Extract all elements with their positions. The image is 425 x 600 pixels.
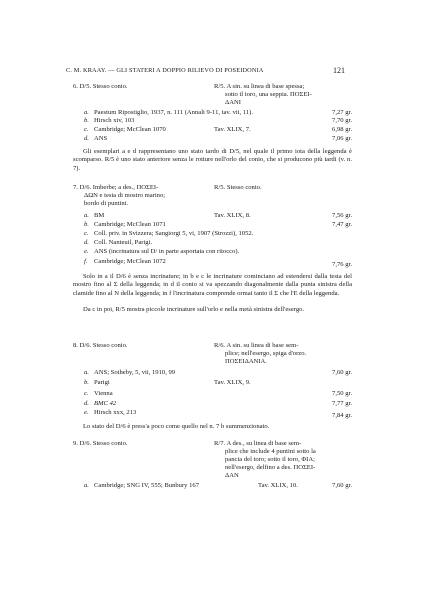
specimen-letter: b. — [84, 221, 89, 228]
specimen-text: Parigi — [94, 379, 110, 386]
entry-9-reverse-line5: ΔΑΝ — [225, 472, 239, 479]
entry-7-reverse: R/5. Stesso conio. — [214, 184, 262, 191]
commentary-text: Solo in a il D/6 è senza incrinature; in b e c le incrinature cominciano ad estendersi dalla testa del mostro fino al Σ della leggenda; in d il conio si va spezzando diagonalmente dalla punta sinistra della clamide fino al N della leggenda; in f l'incrinatura comprende ormai tanto il Σ che l'E della leggenda. — [73, 273, 352, 297]
page-number: 121 — [333, 66, 345, 75]
specimen-text: ANS (incrinatura sul D/ in parte asportata con ritocco). — [94, 248, 240, 255]
specimen-plate: Tav. XLIX, 10. — [258, 482, 298, 489]
entry-8-reverse-line3: ΠΟΣΕΙΔΑΝΙΑ. — [225, 358, 267, 365]
specimen-weight: 7,84 gr. — [332, 412, 352, 419]
specimen-letter: e. — [84, 248, 89, 255]
entry-6-reverse-line3: ΔΑΝΙ — [225, 99, 241, 106]
specimen-weight: 7,70 gr. — [332, 117, 352, 124]
specimen-text: Coll. Nanteuil, Parigi. — [94, 239, 153, 246]
entry-6-commentary — [73, 148, 352, 173]
entry-9-reverse-line1: R/7. A des., su linea di base sem- — [214, 440, 302, 447]
entry-6-heading: 6. D/5. Stesso conio. — [73, 83, 128, 90]
specimen-letter: a. — [84, 109, 89, 116]
specimen-letter: b. — [84, 379, 89, 386]
specimen-weight: 7,27 gr. — [332, 109, 352, 116]
specimen-weight: 7,77 gr. — [332, 400, 352, 407]
running-header: C. M. KRAAY. — GLI STATERI A DOPPIO RILIEVO DI POSEIDONIA — [66, 67, 264, 74]
entry-6-reverse-line2: sotto il toro, una seppia. ΠΟΣΕΙ- — [225, 91, 312, 98]
specimen-text: Cambridge; McClean 1071 — [94, 221, 166, 228]
specimen-text: Hirsch xiv, 103 — [94, 117, 135, 124]
specimen-letter: b. — [84, 117, 89, 124]
entry-7-commentary — [73, 273, 352, 298]
entry-9-reverse-line3: pancia del toro; sotto il toro, ΦΙΑ; — [225, 456, 315, 463]
specimen-weight: 7,60 gr. — [332, 369, 352, 376]
specimen-plate: Tav. XLIX, 7. — [214, 126, 251, 133]
commentary-text: Lo stato del D/6 è press'a poco come quello nel n. 7 b summenzionato. — [83, 423, 270, 430]
entry-8-heading: 8. D/6. Stesso conio. — [73, 342, 128, 349]
specimen-letter: a. — [84, 482, 89, 489]
entry-9-heading: 9. D/6. Stesso conio. — [73, 440, 128, 447]
specimen-text: Paestum Ripostiglio, 1937, n. 111 (Annali 9-11, tav. vii, 11). — [94, 109, 254, 116]
specimen-text: Hirsch xxx, 213 — [94, 409, 137, 416]
specimen-letter: f. — [84, 258, 88, 265]
specimen-text: Cambridge; SNG IV, 555; Bunbury 167 — [94, 482, 200, 489]
specimen-plate: Tav. XLIX, 9. — [214, 379, 251, 386]
entry-7-heading-line3: bordo di puntini. — [84, 200, 129, 207]
specimen-letter: c. — [84, 126, 89, 133]
specimen-letter: d. — [84, 400, 89, 407]
specimen-text: Cambridge; McClean 1072 — [94, 258, 166, 265]
specimen-letter: d. — [84, 135, 89, 142]
specimen-letter: a. — [84, 369, 89, 376]
entry-8-reverse-line1: R/6. A sin. su linea di base sem- — [214, 342, 299, 349]
commentary-text: Gli esemplari a e d rappresentano uno stato tardo di D/5, nel quale il primo iota della leggenda è scomparso. R/5 è uno stato anteriore senza le rotture nell'orlo del conio, che si producono più tardi (v. n. 7). — [73, 148, 352, 172]
entry-8-commentary — [73, 423, 352, 431]
specimen-weight: 7,76 gr. — [332, 261, 352, 268]
specimen-weight: 6,98 gr. — [332, 126, 352, 133]
specimen-letter: a. — [84, 212, 89, 219]
specimen-text: BMC 42 — [94, 400, 117, 407]
specimen-text: BM — [94, 212, 105, 219]
specimen-text: Coll. priv. in Svizzera; Sangiorgi 5, vi, 1907 (Strozzi), 1052. — [94, 230, 254, 237]
entry-6-reverse-line1: R/5. A sin. su linea di base spessa; — [214, 83, 305, 90]
entry-7-heading-line1: 7. D/6. Imberbe; a des., ΠΟΣΕΙ- — [73, 184, 159, 191]
specimen-text: Vienna — [94, 390, 113, 397]
specimen-letter: e. — [84, 409, 89, 416]
specimen-letter: d. — [84, 239, 89, 246]
entry-9-reverse-line2: plice che include 4 puntini sotto la — [225, 448, 316, 455]
entry-9-reverse-line4: nell'esergo, delfino a des. ΠΟΣΕΙ- — [225, 464, 316, 471]
entry-7-heading-line2: ΔΩΝ e testa di mostro marino; — [84, 192, 166, 199]
entry-8-reverse-line2: plice; nell'esergo, spiga d'orzo. — [225, 350, 307, 357]
specimen-weight: 7,60 gr. — [332, 482, 352, 489]
specimen-weight: 7,06 gr. — [332, 135, 352, 142]
entry-7-commentary-2 — [73, 306, 352, 314]
specimen-letter: c. — [84, 230, 89, 237]
specimen-text: ANS; Sotheby, 5, vii, 1910, 99 — [94, 369, 176, 376]
specimen-letter: c. — [84, 390, 89, 397]
specimen-weight: 7,47 gr. — [332, 221, 352, 228]
specimen-text: ANS — [94, 135, 108, 142]
specimen-weight: 7,50 gr. — [332, 390, 352, 397]
specimen-text: Cambridge; McClean 1070 — [94, 126, 166, 133]
commentary-text: Da c in poi, R/5 mostra piccole incrinature sull'orlo e nella metà sinistra dell'esergo. — [83, 306, 305, 313]
specimen-plate: Tav. XLIX, 8. — [214, 212, 251, 219]
specimen-weight: 7,56 gr. — [332, 212, 352, 219]
